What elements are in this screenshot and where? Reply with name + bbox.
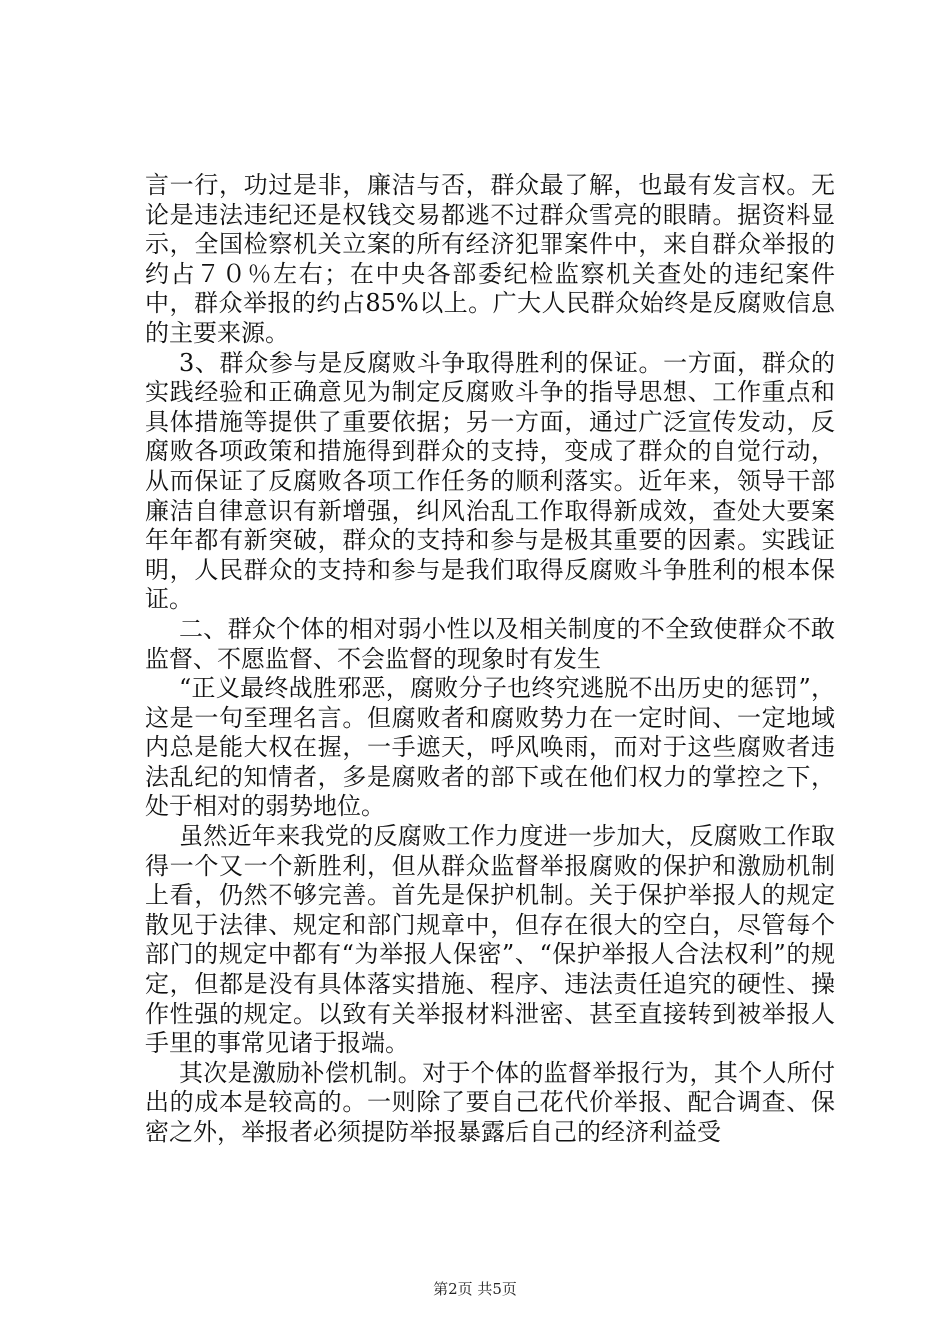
page-number-footer: 第2页 共5页 [433,1280,517,1298]
paragraph-5: 其次是激励补偿机制。对于个体的监督举报行为，其个人所付出的成本是较高的。一则除了要自己花代价举报、配合调查、保密之外，举报者必须提防举报暴露后自己的经济利益受 [145,1058,835,1146]
paragraph-3: “正义最终战胜邪恶，腐败分子也终究逃脱不出历史的惩罚”，这是一句至理名言。但腐败者和腐败势力在一定时间、一定地域内总是能大权在握，一手遮天，呼风唤雨，而对于这些腐败者违法乱纪的知情者，多是腐败者的部下或在他们权力的掌控之下，处于相对的弱势地位。 [145,674,835,821]
paragraph-4: 虽然近年来我党的反腐败工作力度进一步加大，反腐败工作取得一个又一个新胜利，但从群众监督举报腐败的保护和激励机制上看，仍然不够完善。首先是保护机制。关于保护举报人的规定散见于法律、规定和部门规章中，但存在很大的空白，尽管每个部门的规定中都有“为举报人保密”、“保护举报人合法权利”的规定，但都是没有具体落实措施、程序、违法责任追究的硬性、操作性强的规定。以致有关举报材料泄密、甚至直接转到被举报人手里的事常见诸于报端。 [145,822,835,1058]
document-body [145,171,835,1148]
paragraph-2: 3、群众参与是反腐败斗争取得胜利的保证。一方面，群众的实践经验和正确意见为制定反腐败斗争的指导思想、工作重点和具体措施等提供了重要依据；另一方面，通过广泛宣传发动，反腐败各项政策和措施得到群众的支持，变成了群众的自觉行动，从而保证了反腐败各项工作任务的顺利落实。近年来，领导干部廉洁自律意识有新增强，纠风治乱工作取得新成效，查处大要案年年都有新突破，群众的支持和参与是极其重要的因素。实践证明，人民群众的支持和参与是我们取得反腐败斗争胜利的根本保证。 [145,348,835,614]
section-heading-2: 二、群众个体的相对弱小性以及相关制度的不全致使群众不敢监督、不愿监督、不会监督的现象时有发生 [145,614,835,673]
paragraph-1: 言一行，功过是非，廉洁与否，群众最了解，也最有发言权。无论是违法违纪还是权钱交易都逃不过群众雪亮的眼睛。据资料显示，全国检察机关立案的所有经济犯罪案件中，来自群众举报的约占７０％左右；在中央各部委纪检监察机关查处的违纪案件中，群众举报的约占85%以上。广大人民群众始终是反腐败信息的主要来源。 [145,171,835,347]
